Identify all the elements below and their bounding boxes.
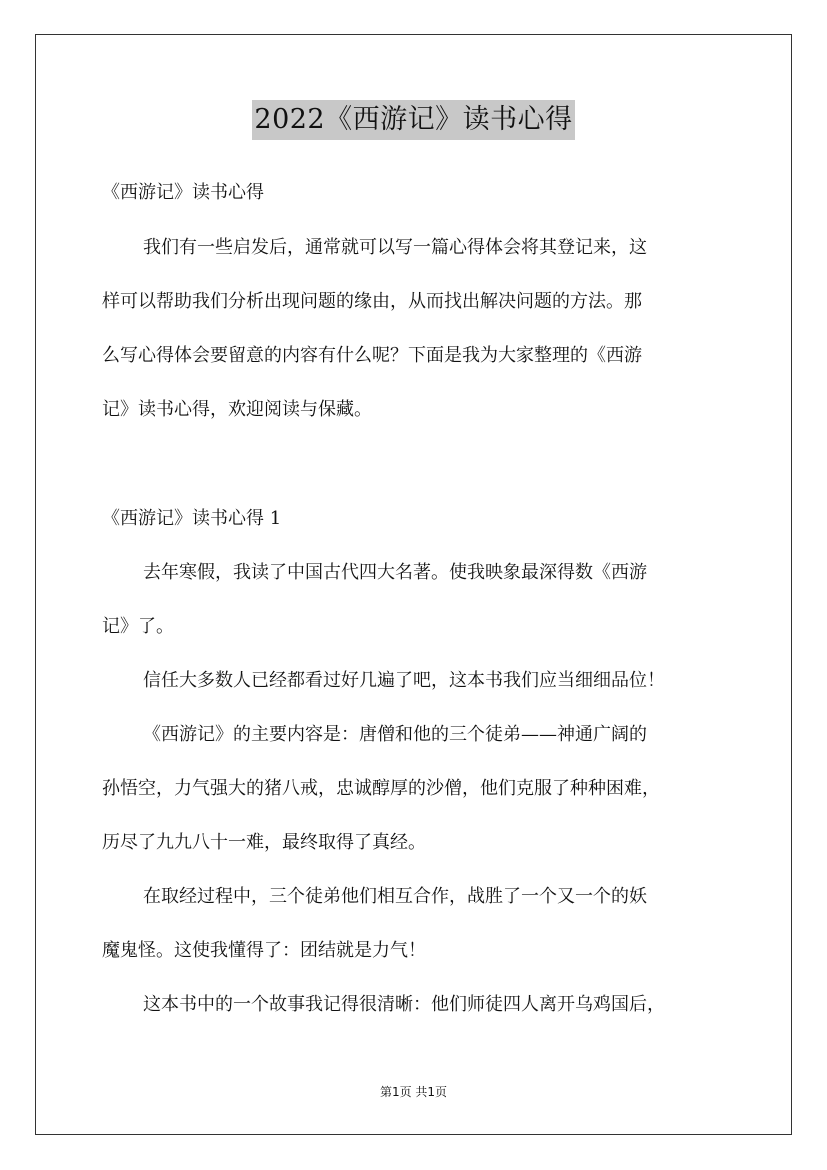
paragraph-line: 《西游记》的主要内容是：唐僧和他的三个徒弟——神通广阔的: [143, 724, 647, 745]
section-heading-1: 《西游记》读书心得 1: [102, 508, 282, 529]
page-number-footer: 第1页 共1页: [379, 1085, 448, 1099]
paragraph-line: 这本书中的一个故事我记得很清晰：他们师徒四人离开乌鸡国后，: [143, 994, 665, 1015]
paragraph-line: 孙悟空，力气强大的猪八戒，忠诚醇厚的沙僧，他们克服了种种困难，: [102, 778, 660, 799]
title-container: [0, 100, 827, 140]
paragraph-line: 记》了。: [102, 616, 174, 637]
paragraph-line: 我们有一些启发后，通常就可以写一篇心得体会将其登记来，这: [143, 237, 647, 258]
paragraph-line: 么写心得体会要留意的内容有什么呢？下面是我为大家整理的《西游: [102, 345, 642, 366]
document-title: 2022《西游记》读书心得: [252, 100, 574, 140]
paragraph-line: 历尽了九九八十一难，最终取得了真经。: [102, 832, 426, 853]
paragraph-line: 去年寒假，我读了中国古代四大名著。使我映象最深得数《西游: [143, 562, 647, 583]
paragraph-line: 记》读书心得，欢迎阅读与保藏。: [102, 399, 372, 420]
paragraph-line: 信任大多数人已经都看过好几遍了吧，这本书我们应当细细品位！: [143, 670, 665, 691]
section-heading-intro: 《西游记》读书心得: [102, 182, 264, 203]
paragraph-line: 在取经过程中，三个徒弟他们相互合作，战胜了一个又一个的妖: [143, 886, 647, 907]
paragraph-line: 样可以帮助我们分析出现问题的缘由，从而找出解决问题的方法。那: [102, 291, 642, 312]
paragraph-line: 魔鬼怪。这使我懂得了：团结就是力气！: [102, 940, 426, 961]
